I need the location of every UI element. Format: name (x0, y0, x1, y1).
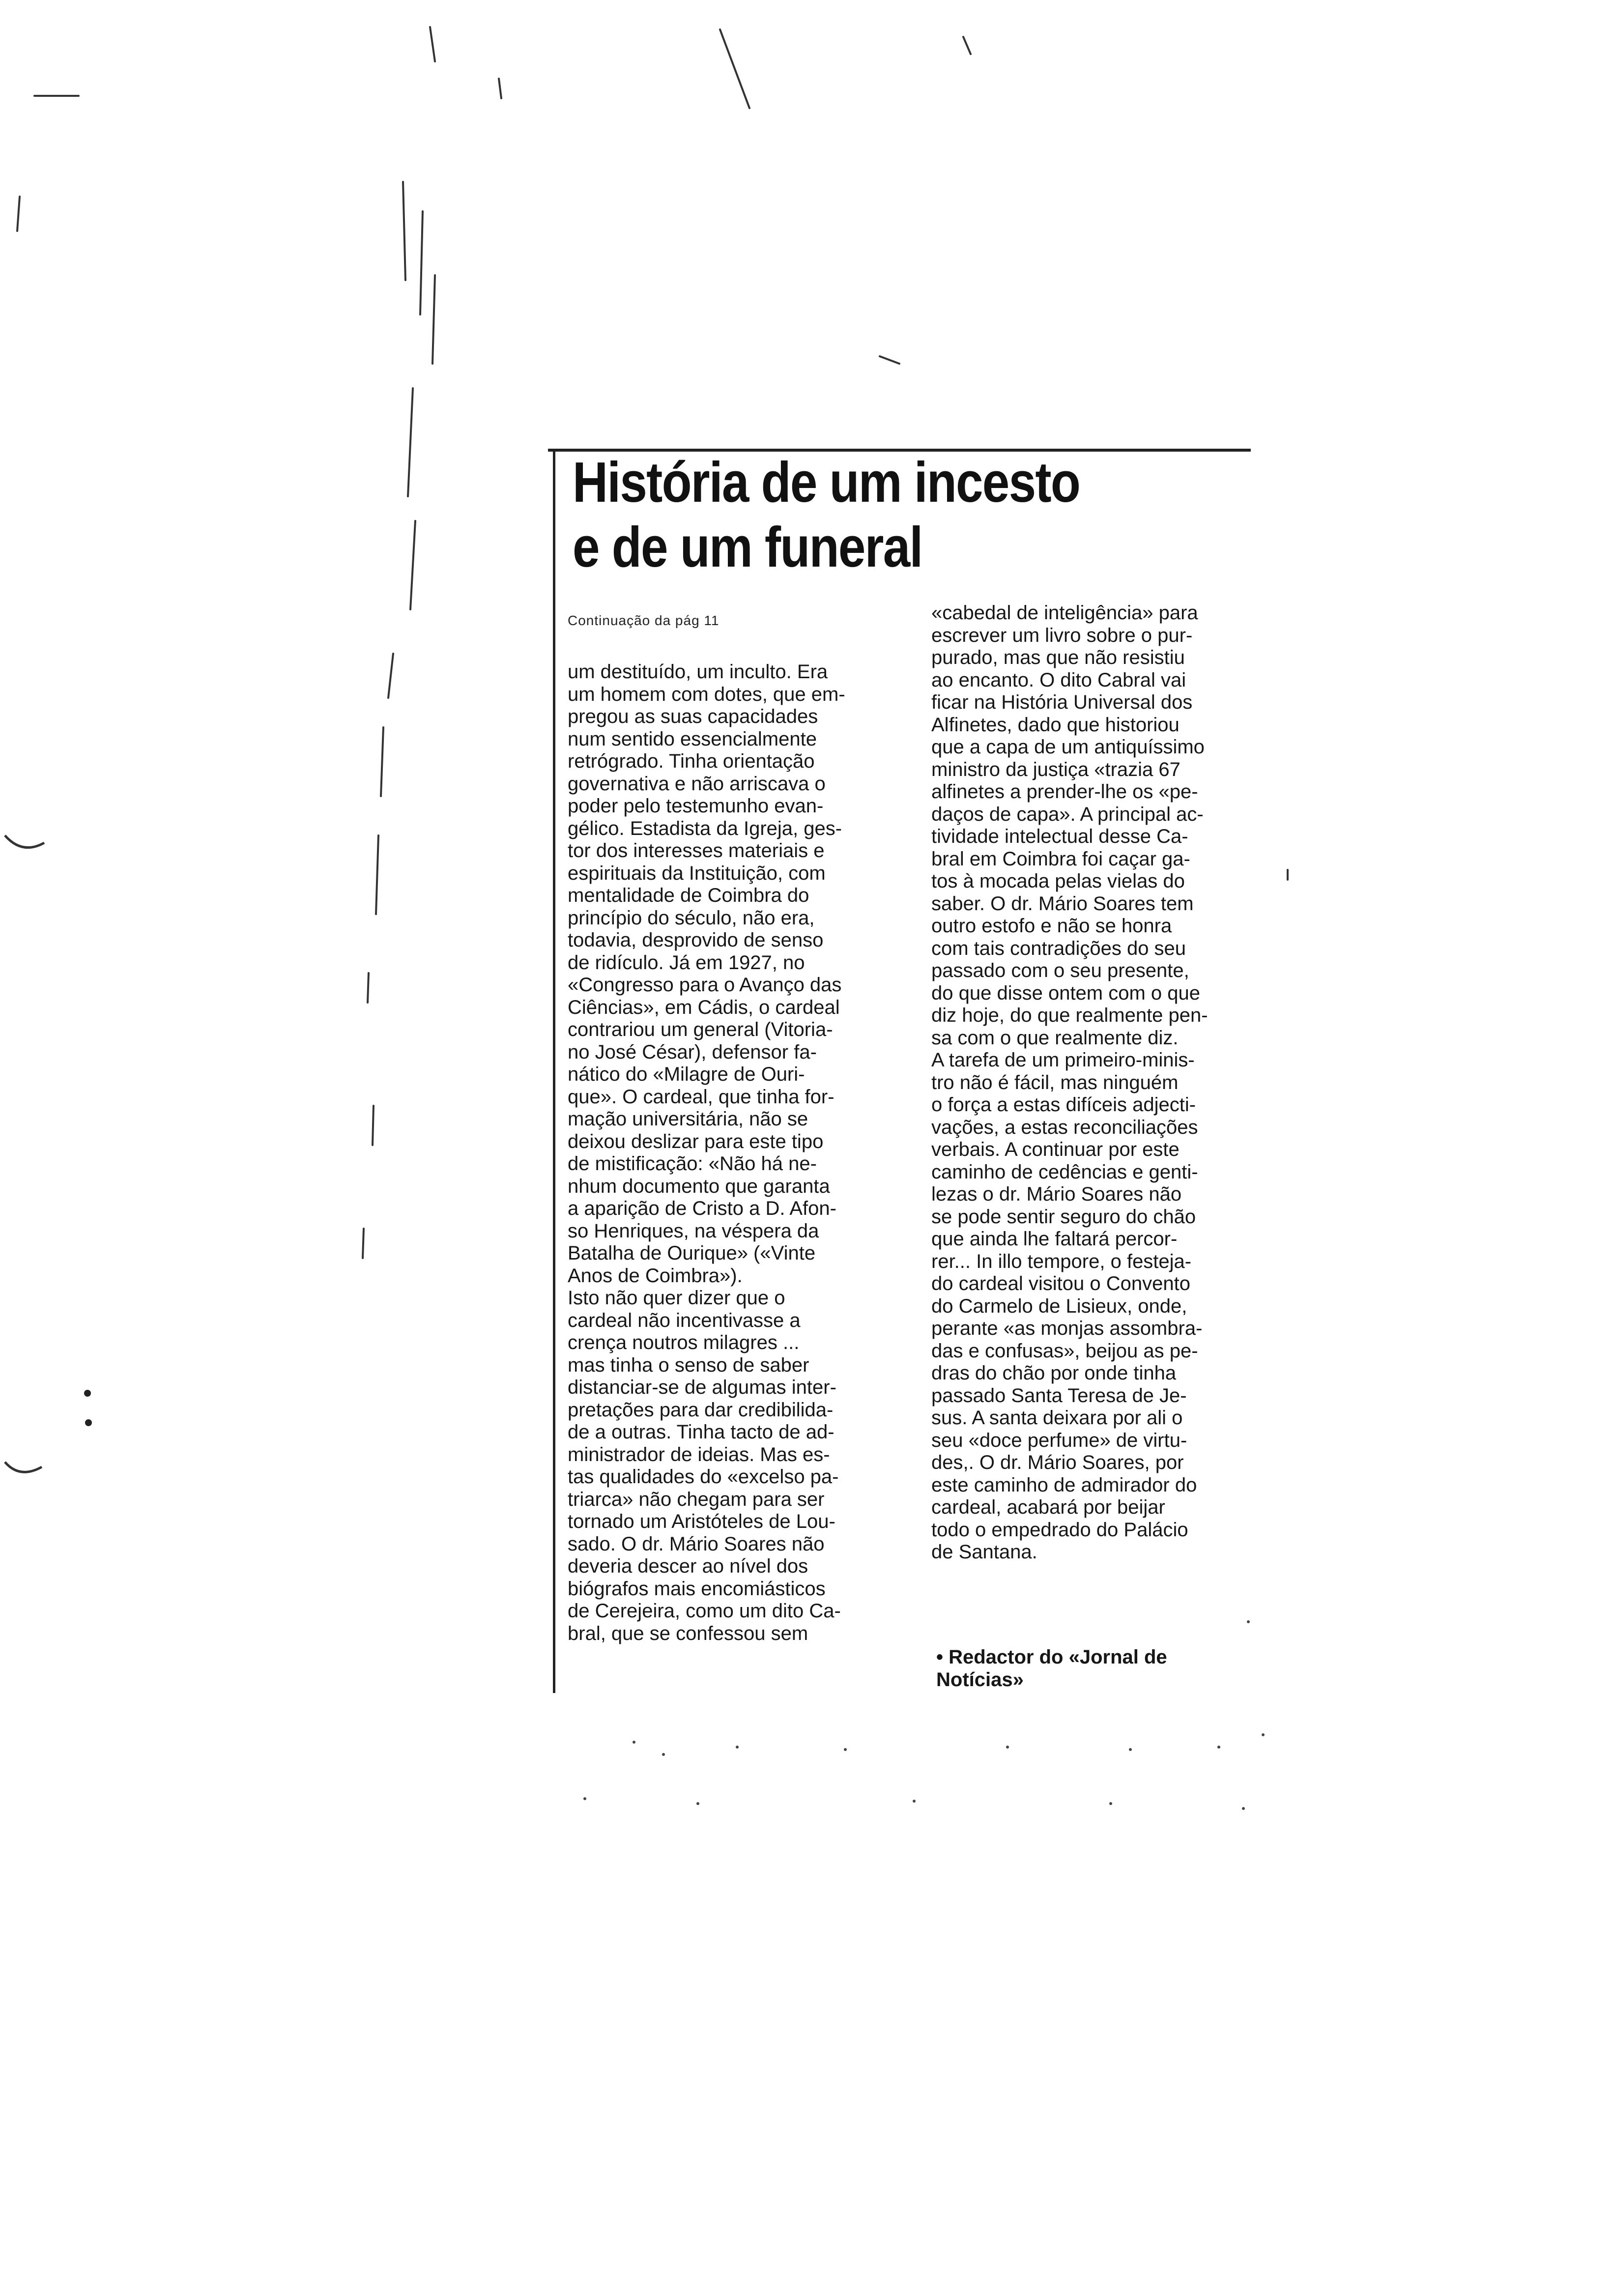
newspaper-clipping (548, 440, 1285, 1708)
headline-line-1: História de um incesto (573, 450, 1080, 514)
article-column-2: «cabedal de inteligência» para escrever um livro sobre o pur- purado, mas que não resistiu ao encanto. O dito Cabral vai ficar na História Universal dos Alfinetes, dado que historiou que a capa de um antiquíssimo ministro da justiça «trazia 67 alfinetes a prender-lhe os «pe- daços de capa». A principal ac- tividade intelectual desse Ca- bral em Coimbra foi caçar ga- tos à mocada pelas vielas do saber. O dr. Mário Soares tem outro estofo e não se honra com tais contradições do seu passado com o seu presente, do que disse ontem com o que diz hoje, do que realmente pen- sa com o que realmente diz. A tarefa de um primeiro-minis- tro não é fácil, mas ninguém o força a estas difíceis adjecti- vações, a estas reconciliações verbais. A continuar por este caminho de cedências e genti- lezas o dr. Mário Soares não se pode sentir seguro do chão que ainda lhe faltará percor- rer... In illo tempore, o festeja- do cardeal visitou o Convento do Carmelo de Lisieux, onde, perante «as monjas assombra- das e confusas», beijou as pe- dras do chão por onde tinha passado Santa Teresa de Je- sus. A santa deixara por ali o seu «doce perfume» de virtu- des,. O dr. Mário Soares, por este caminho de admirador do cardeal, acabará por beijar todo o empedrado do Palácio de Santana. (931, 602, 1208, 1563)
author-signature: • Redactor do «Jornal de Notícias» (936, 1646, 1167, 1691)
headline-line-2: e de um funeral (573, 515, 922, 579)
article-column-1: um destituído, um inculto. Era um homem com dotes, que em- pregou as suas capacidades num sentido essencialmente retrógrado. Tinha orientação governativa e não arriscava o poder pelo testemunho evan- gélico. Estadista da Igreja, ges- tor dos interesses materiais e espirituais da Instituição, com mentalidade de Coimbra do princípio do século, não era, todavia, desprovido de senso de ridículo. Já em 1927, no «Congresso para o Avanço das Ciências», em Cádis, o cardeal contrariou um general (Vitoria- no José César), defensor fa- nático do «Milagre de Ouri- que». O cardeal, que tinha for- mação universitária, não se deixou deslizar para este tipo de mistificação: «Não há ne- nhum documento que garanta a aparição de Cristo a D. Afon- so Henriques, na véspera da Batalha de Ourique» («Vinte Anos de Coimbra»). Isto não quer dizer que o cardeal não incentivasse a crença noutros milagres ... mas tinha o senso de saber distanciar-se de algumas inter- pretações para dar credibilida- de a outras. Tinha tacto de ad- ministrador de ideias. Mas es- tas qualidades do «excelso pa- triarca» não chegam para ser tornado um Aristóteles de Lou- sado. O dr. Mário Soares não deveria descer ao nível dos biógrafos mais encomiásticos de Cerejeira, como um dito Ca- bral, que se confessou sem (568, 661, 845, 1644)
continuation-note: Continuação da pág 11 (568, 613, 720, 628)
article-headline (573, 450, 1101, 579)
left-rule (553, 450, 555, 1693)
